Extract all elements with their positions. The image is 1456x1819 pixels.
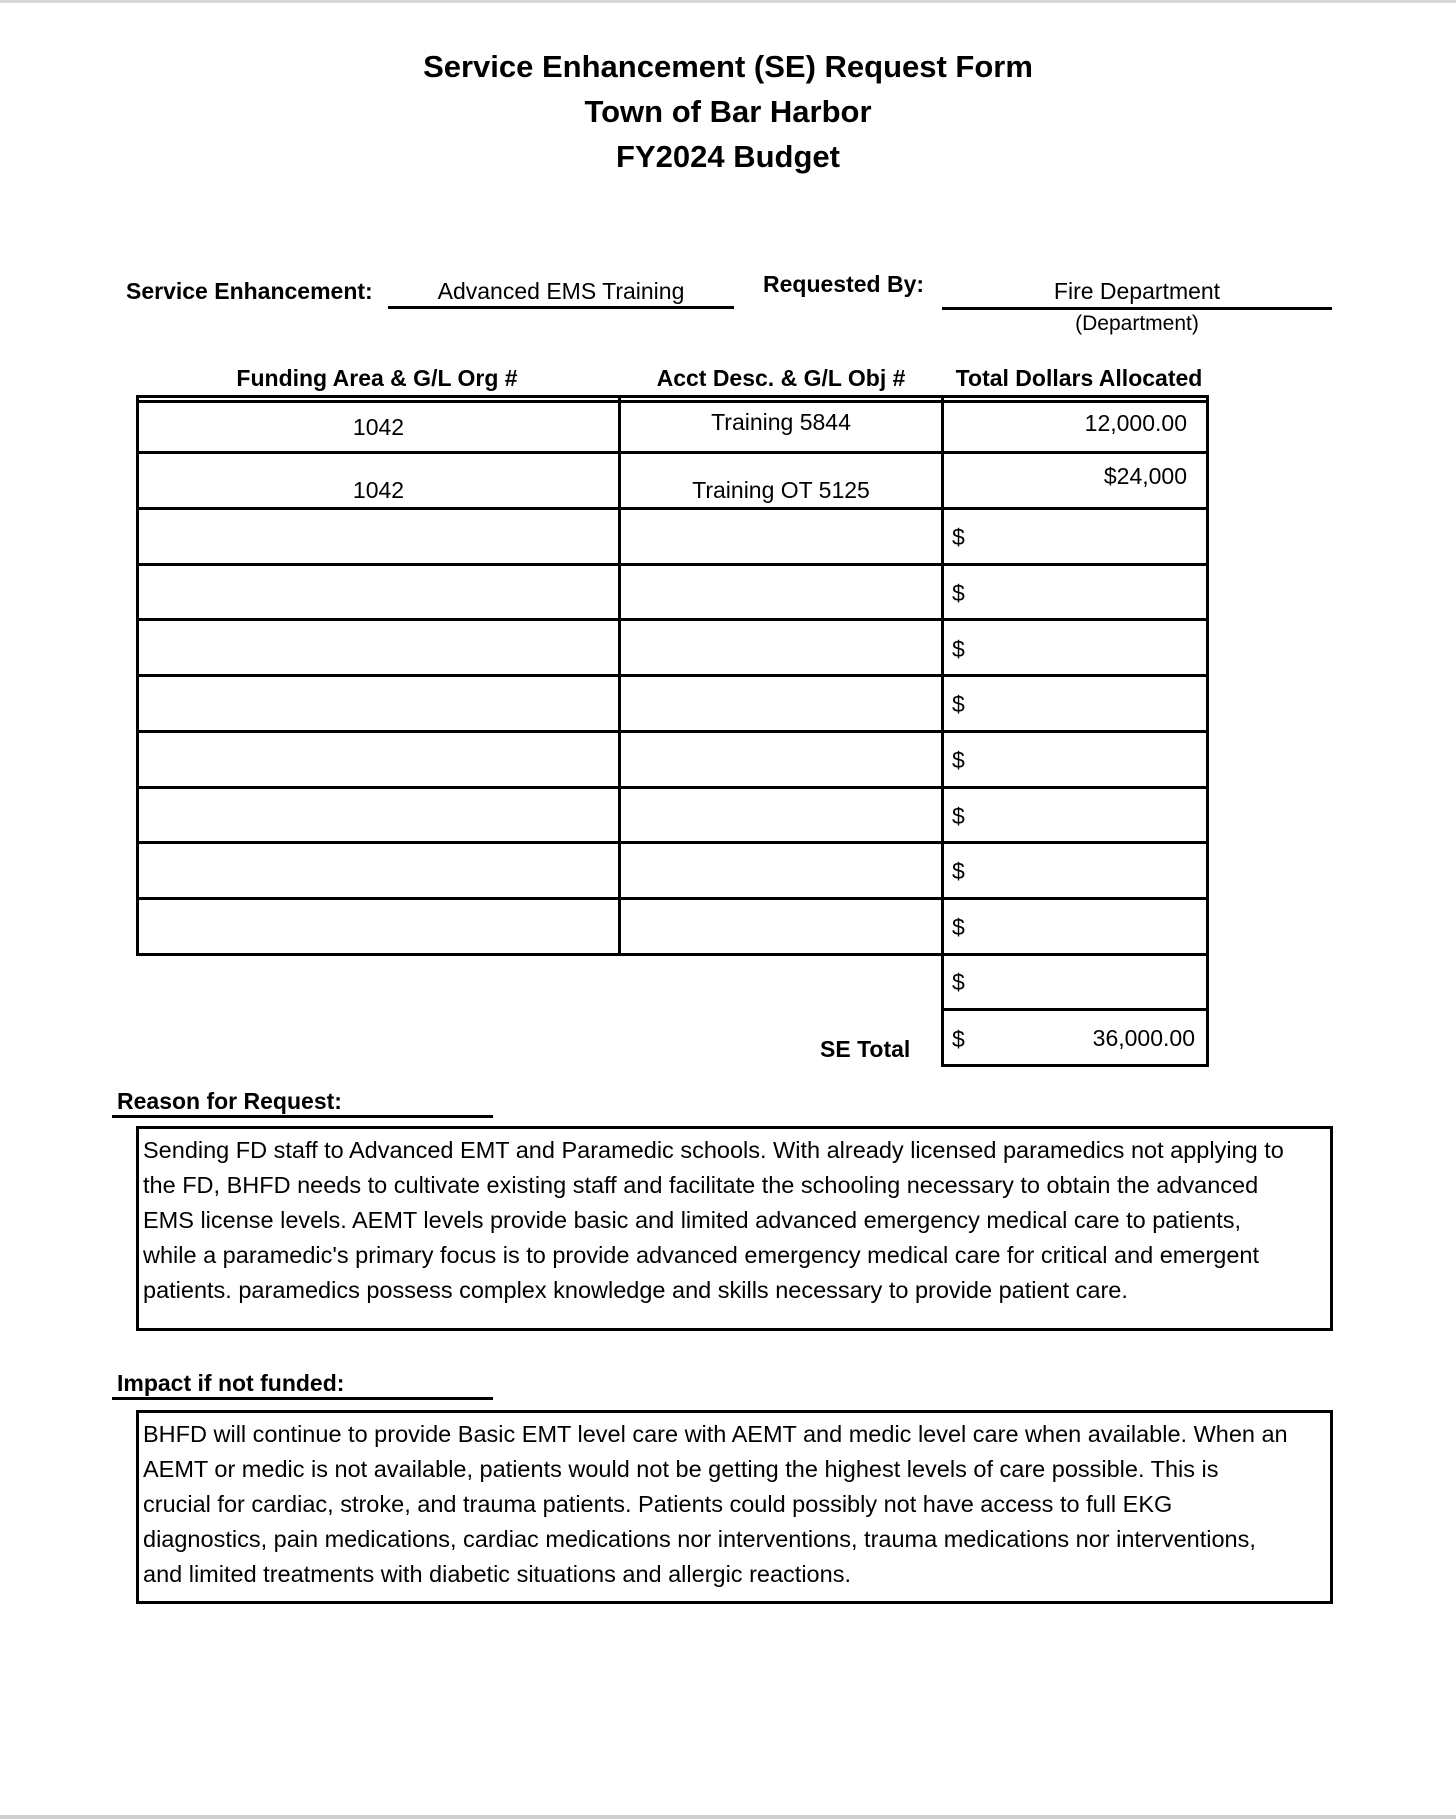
- empty-row-currency: $: [952, 691, 965, 717]
- service-enhancement-underline: [388, 306, 734, 309]
- table-rule-bottom: [136, 953, 1209, 956]
- table-rule: [136, 507, 1209, 510]
- empty-row-currency: $: [952, 636, 965, 662]
- se-total-value: 36,000.00: [1092, 1025, 1195, 1051]
- row2-amount: $24,000: [1103, 463, 1187, 489]
- table-rule: [136, 897, 1209, 900]
- reason-line: while a paramedic's primary focus is to provide advanced emergency medical care for critical and emergent: [143, 1242, 1260, 1268]
- empty-row-currency: $: [952, 969, 965, 995]
- empty-row-currency: $: [952, 524, 965, 550]
- impact-label-underline: [112, 1397, 493, 1400]
- table-rule: [136, 563, 1209, 566]
- empty-row-currency: $: [952, 580, 965, 606]
- se-total-currency: $: [952, 1026, 965, 1052]
- impact-line: diagnostics, pain medications, cardiac medications nor interventions, trauma medications nor interventions,: [143, 1526, 1256, 1552]
- table-rule: [136, 786, 1209, 789]
- table-rule: [136, 451, 1209, 454]
- service-enhancement-label: Service Enhancement:: [126, 278, 373, 304]
- allocation-table: [136, 395, 1209, 1062]
- impact-line: BHFD will continue to provide Basic EMT level care with AEMT and medic level care when available. When an: [143, 1421, 1288, 1447]
- table-rule: [136, 674, 1209, 677]
- total-cell-bottom-border: [941, 1064, 1209, 1067]
- page-top-edge: [0, 0, 1456, 3]
- empty-row-currency: $: [952, 858, 965, 884]
- service-enhancement-value: Advanced EMS Training: [437, 278, 685, 304]
- row2-org: 1042: [352, 477, 405, 503]
- table-rule-top: [136, 395, 1209, 398]
- empty-row-currency: $: [952, 803, 965, 829]
- reason-line: EMS license levels. AEMT levels provide basic and limited advanced emergency medical care to patients,: [143, 1207, 1242, 1233]
- row2-acct: Training OT 5125: [692, 477, 870, 503]
- col-header-acct-desc: Acct Desc. & G/L Obj #: [656, 365, 906, 391]
- budget-year: FY2024 Budget: [616, 139, 840, 174]
- page-bottom-edge: [0, 1815, 1456, 1819]
- form-title: Service Enhancement (SE) Request Form: [423, 49, 1033, 84]
- empty-row-currency: $: [952, 747, 965, 773]
- impact-textbox: [136, 1410, 1333, 1604]
- department-caption: (Department): [1075, 312, 1199, 335]
- empty-row-currency: $: [952, 914, 965, 940]
- table-border-right: [1206, 395, 1209, 1011]
- requested-by-value: Fire Department: [1053, 278, 1221, 304]
- se-total-label: SE Total: [820, 1036, 911, 1062]
- requested-by-label: Requested By:: [763, 271, 925, 297]
- row1-amount: 12,000.00: [1084, 410, 1187, 436]
- total-rule-bottom: [941, 1008, 1209, 1011]
- reason-textbox: [136, 1126, 1333, 1331]
- col-header-funding-area: Funding Area & G/L Org #: [236, 365, 518, 391]
- reason-line: patients. paramedics possess complex knowledge and skills necessary to provide patient care.: [143, 1277, 1128, 1303]
- impact-line: AEMT or medic is not available, patients would not be getting the highest levels of care possible. This is: [143, 1456, 1219, 1482]
- row1-acct: Training 5844: [711, 409, 851, 435]
- town-name: Town of Bar Harbor: [584, 94, 872, 129]
- requested-by-underline: [942, 307, 1332, 310]
- table-rule: [136, 841, 1209, 844]
- impact-label: Impact if not funded:: [117, 1370, 345, 1396]
- reason-line: Sending FD staff to Advanced EMT and Paramedic schools. With already licensed paramedics not applying to: [143, 1137, 1284, 1163]
- col-header-total-dollars: Total Dollars Allocated: [955, 365, 1203, 391]
- reason-line: the FD, BHFD needs to cultivate existing staff and facilitate the schooling necessary to obtain the advanced: [143, 1172, 1259, 1198]
- table-rule: [136, 618, 1209, 621]
- table-rule: [136, 730, 1209, 733]
- table-rule-top-double: [136, 400, 1209, 403]
- reason-label-underline: [112, 1115, 493, 1118]
- impact-line: and limited treatments with diabetic situations and allergic reactions.: [143, 1561, 851, 1587]
- total-cell-right-border: [1206, 1008, 1209, 1067]
- total-cell-left-border: [941, 1008, 944, 1067]
- row1-org: 1042: [352, 414, 405, 440]
- impact-line: crucial for cardiac, stroke, and trauma patients. Patients could possibly not have access to full EKG: [143, 1491, 1173, 1517]
- reason-label: Reason for Request:: [117, 1088, 342, 1114]
